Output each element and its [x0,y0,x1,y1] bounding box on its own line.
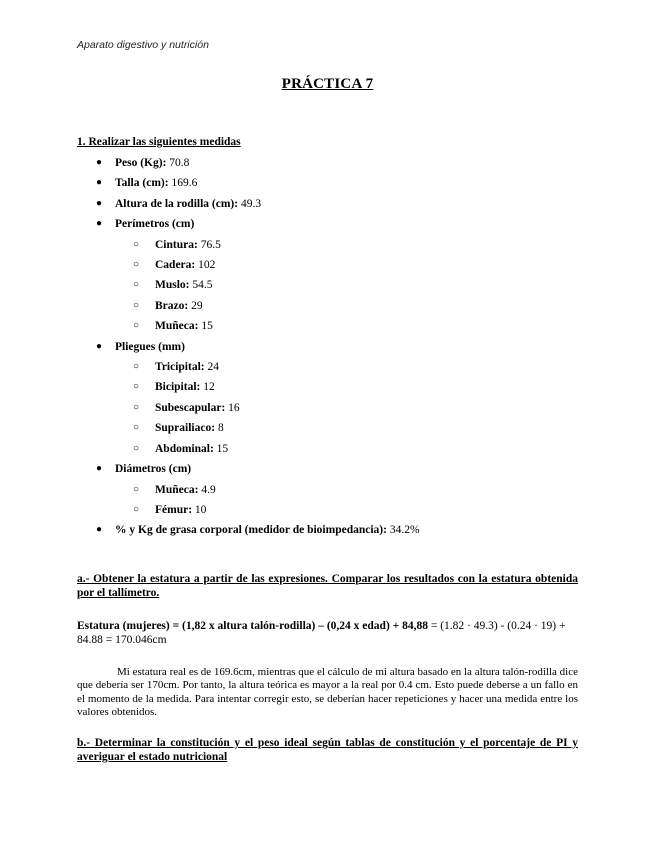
item-value: 10 [192,503,207,516]
grasa-label: % y Kg de grasa corporal (medidor de bioimpedancia): [115,524,387,537]
rodilla-value: 49.3 [238,197,262,210]
circle-bullet-icon: ○ [133,361,140,373]
bullet-icon: ● [96,197,103,209]
list-item-talla [77,173,578,193]
circle-bullet-icon: ○ [133,238,140,250]
diametros-sublist-wrapper [77,480,578,521]
circle-bullet-icon: ○ [133,503,140,515]
list-item [77,439,578,459]
item-value: 15 [198,320,213,333]
bullet-icon: ● [96,157,103,168]
item-label: Cintura: [155,238,198,251]
list-item [77,316,578,336]
pliegues-label: Pliegues (mm) [115,340,185,353]
list-item [77,275,578,295]
item-label: Bicipital: [155,381,201,394]
item-label: Subescapular: [155,401,226,414]
circle-bullet-icon: ○ [133,401,140,413]
circle-bullet-icon: ○ [133,299,140,311]
item-label: Fémur: [155,503,193,516]
list-item [77,255,578,275]
list-item [77,480,578,500]
perimetros-label: Perímetros (cm) [115,218,195,231]
list-item [77,296,578,316]
item-label: Muslo: [155,279,190,292]
pliegues-sublist-wrapper [77,357,578,459]
running-header: Aparato digestivo y nutrición [77,39,209,51]
bullet-icon: ● [96,177,103,189]
pliegues-sublist [77,357,578,459]
item-label: Tricipital: [155,361,205,374]
section-1-title: 1. Realizar las siguientes medidas [77,136,241,148]
page-title: PRÁCTICA 7 [281,76,374,92]
list-item [77,357,578,377]
item-value: 54.5 [189,279,213,292]
list-item-peso [77,153,578,173]
section-b-title: b.- Determinar la constitución y el peso ideal según tablas de constitución y el porcentaje de PI y averiguar el estado nutricional [77,737,578,763]
measurements-list [77,153,578,541]
list-item-rodilla [77,194,578,214]
list-item [77,377,578,397]
circle-bullet-icon: ○ [133,483,140,495]
item-label: Muñeca: [155,483,199,496]
height-formula [77,619,578,647]
perimetros-sublist [77,235,578,337]
perimetros-sublist-wrapper [77,235,578,337]
item-value: 8 [215,422,224,435]
list-item [77,418,578,438]
list-item-perimetros [77,214,578,234]
grasa-value: 34.2% [386,524,420,537]
bullet-icon: ● [96,524,103,536]
peso-value: 70.8 [166,157,190,169]
bullet-icon: ● [96,340,103,352]
circle-bullet-icon: ○ [133,442,140,454]
item-value: 15 [213,442,229,455]
list-item [77,235,578,255]
list-item-diametros [77,459,578,479]
item-label: Brazo: [155,299,189,312]
bullet-icon: ● [96,463,103,475]
circle-bullet-icon: ○ [133,422,140,434]
list-item [77,398,578,418]
item-label: Muñeca: [155,320,199,333]
analysis-paragraph: Mi estatura real es de 169.6cm, mientras que el cálculo de mi altura basado en la altura talón-rodilla dice que debería ser 170cm. Por tanto, la altura teórica es mayor a la real por 0.4 cm. Esto puede deberse a un fallo en el momento de la medida. Para intentar corregir esto, se deberían hacer repeticiones y hacer una medida entre los valores obtenidos. [77,666,578,718]
circle-bullet-icon: ○ [133,259,140,271]
diametros-label: Diámetros (cm) [115,463,192,476]
talla-label: Talla (cm): [115,177,169,190]
formula-expression: Estatura (mujeres) = (1,82 x altura talón-rodilla) – (0,24 x edad) + 84,88 [77,620,428,632]
item-value: 4.9 [198,483,216,496]
item-value: 12 [200,381,215,394]
item-value: 24 [204,361,219,374]
item-label: Cadera: [155,259,196,272]
section-a [77,572,578,719]
bullet-icon: ● [96,218,103,230]
list-item-pliegues [77,337,578,357]
talla-value: 169.6 [168,177,198,190]
rodilla-label: Altura de la rodilla (cm): [115,197,239,210]
formula-result: = (1.82 · 49.3) - (0.24 · 19) + 84.88 = 170.046cm [77,620,566,646]
item-value: 16 [225,401,240,414]
circle-bullet-icon: ○ [133,381,140,393]
circle-bullet-icon: ○ [133,279,140,291]
circle-bullet-icon: ○ [133,320,140,332]
diametros-sublist [77,480,578,521]
peso-label: Peso (Kg): [115,157,167,169]
item-value: 102 [195,259,216,272]
item-value: 76.5 [197,238,221,251]
list-item-grasa [77,520,578,540]
section-1 [77,136,578,541]
item-label: Abdominal: [155,442,214,455]
item-label: Suprailiaco: [155,422,216,435]
section-a-title: a.- Obtener la estatura a partir de las expresiones. Comparar los resultados con la estatura obtenida por el tallímetro. [77,573,578,599]
list-item [77,500,578,520]
item-value: 29 [188,299,203,312]
